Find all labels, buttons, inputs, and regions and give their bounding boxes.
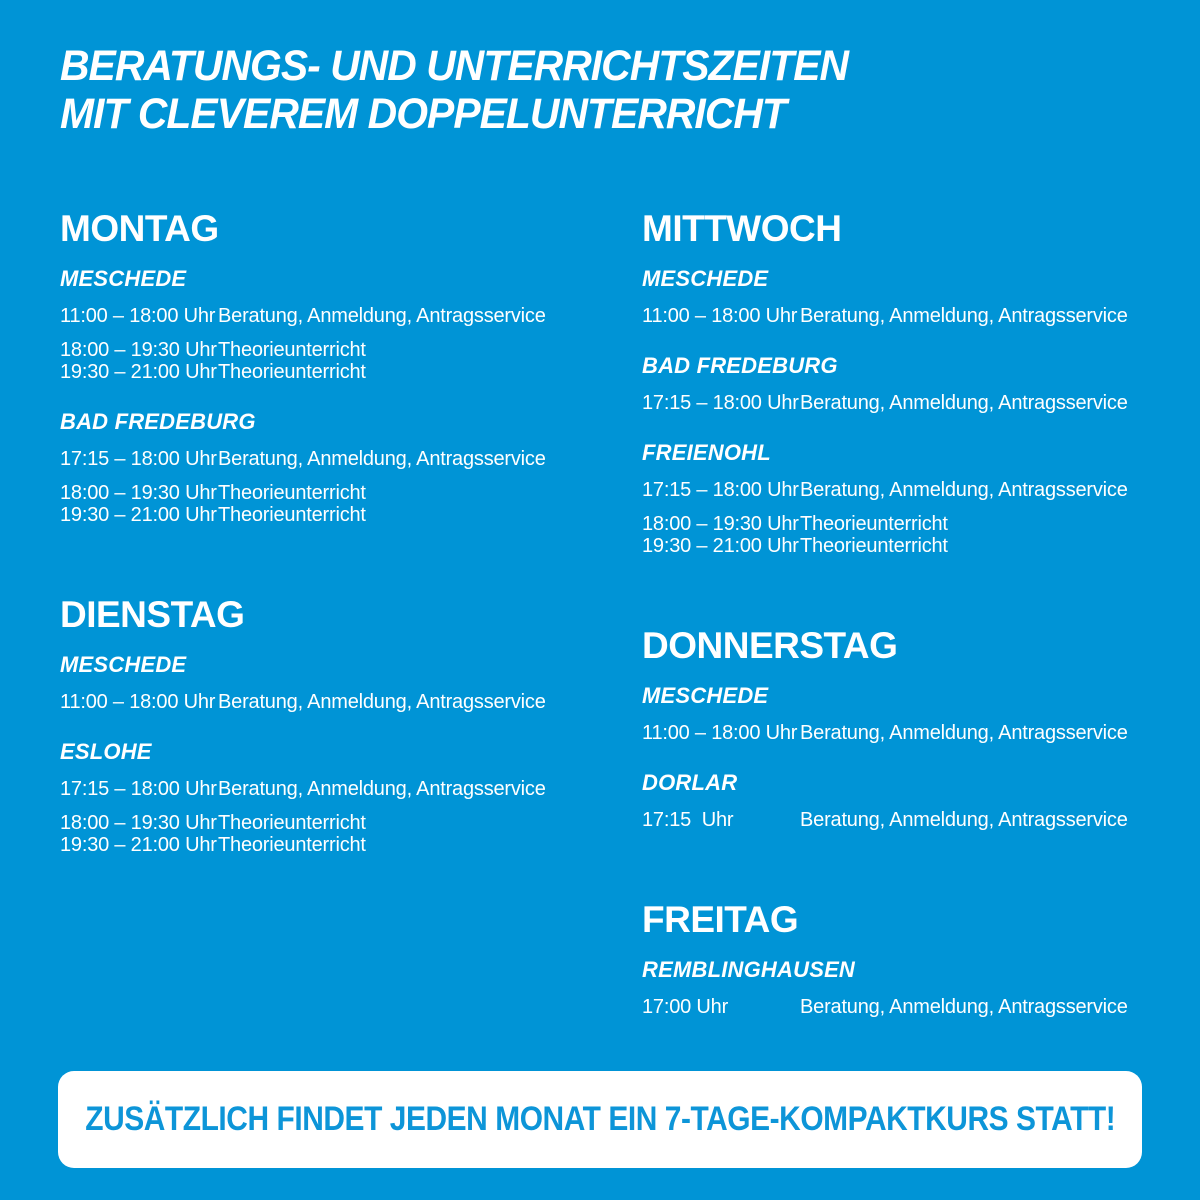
row-activity: Beratung, Anmeldung, Antragsservice (218, 305, 546, 327)
time-group (60, 691, 642, 713)
location-name: BAD FREDEBURG (60, 409, 256, 434)
row-time: 11:00 – 18:00 Uhr (60, 691, 216, 713)
row-time: 17:15 – 18:00 Uhr (642, 479, 799, 501)
schedule-row (60, 778, 642, 800)
row-time: 19:30 – 21:00 Uhr (60, 361, 217, 383)
schedule-row (60, 339, 642, 361)
location-block (642, 772, 1190, 831)
row-activity: Beratung, Anmeldung, Antragsservice (800, 479, 1128, 501)
row-time: 17:15 – 18:00 Uhr (642, 392, 799, 414)
row-time: 18:00 – 19:30 Uhr (60, 812, 217, 834)
schedule-row (60, 361, 642, 383)
time-group (60, 448, 642, 470)
time-group (60, 812, 642, 856)
schedule-column-left (60, 210, 642, 856)
row-time: 19:30 – 21:00 Uhr (60, 834, 217, 856)
schedule-row (60, 448, 642, 470)
row-time: 17:15 Uhr (642, 809, 734, 831)
day-heading: MONTAG (60, 208, 219, 249)
schedule-row (60, 691, 642, 713)
day-section-montag (60, 210, 642, 526)
row-activity: Beratung, Anmeldung, Antragsservice (800, 809, 1128, 831)
schedule-row (642, 996, 1190, 1018)
time-group (642, 996, 1190, 1018)
row-activity: Theorieunterricht (218, 339, 366, 361)
schedule-row (642, 535, 1190, 557)
schedule-row (60, 305, 642, 327)
time-group (60, 339, 642, 383)
location-block (642, 685, 1190, 744)
time-group (60, 778, 642, 800)
row-activity: Theorieunterricht (218, 834, 366, 856)
schedule-row (642, 479, 1190, 501)
row-time: 11:00 – 18:00 Uhr (642, 722, 798, 744)
schedule-row (642, 305, 1190, 327)
schedule-row (642, 722, 1190, 744)
location-name: BAD FREDEBURG (642, 353, 838, 378)
location-name: MESCHEDE (642, 683, 769, 708)
kompaktkurs-banner-text: ZUSÄTZLICH FINDET JEDEN MONAT EIN 7-TAGE-KOMPAKTKURS STATT! (84, 1100, 1116, 1138)
row-activity: Theorieunterricht (218, 812, 366, 834)
row-activity: Beratung, Anmeldung, Antragsservice (218, 691, 546, 713)
location-name: ESLOHE (60, 739, 152, 764)
location-block (642, 355, 1190, 414)
time-group (642, 513, 1190, 557)
row-time: 18:00 – 19:30 Uhr (642, 513, 799, 535)
row-time: 18:00 – 19:30 Uhr (60, 482, 217, 504)
row-activity: Theorieunterricht (218, 361, 366, 383)
location-name: MESCHEDE (60, 266, 187, 291)
row-time: 17:15 – 18:00 Uhr (60, 778, 217, 800)
row-activity: Theorieunterricht (218, 482, 366, 504)
row-time: 18:00 – 19:30 Uhr (60, 339, 217, 361)
schedule-row (60, 834, 642, 856)
row-time: 17:00 Uhr (642, 996, 729, 1018)
row-time: 19:30 – 21:00 Uhr (60, 504, 217, 526)
time-group (642, 305, 1190, 327)
day-heading: MITTWOCH (642, 208, 842, 249)
schedule-row (60, 812, 642, 834)
row-activity: Beratung, Anmeldung, Antragsservice (800, 996, 1128, 1018)
location-block (60, 654, 642, 713)
location-block (60, 411, 642, 526)
day-section-dienstag (60, 596, 642, 856)
row-time: 11:00 – 18:00 Uhr (642, 305, 798, 327)
location-name: REMBLINGHAUSEN (642, 957, 856, 982)
location-name: MESCHEDE (60, 652, 187, 677)
time-group (642, 809, 1190, 831)
day-section-donnerstag (642, 627, 1190, 831)
row-time: 17:15 – 18:00 Uhr (60, 448, 217, 470)
row-activity: Beratung, Anmeldung, Antragsservice (800, 722, 1128, 744)
schedule-columns (60, 210, 1190, 1018)
row-activity: Theorieunterricht (218, 504, 366, 526)
kompaktkurs-banner (58, 1071, 1142, 1168)
schedule-row (642, 513, 1190, 535)
row-time: 19:30 – 21:00 Uhr (642, 535, 799, 557)
row-activity: Beratung, Anmeldung, Antragsservice (800, 392, 1128, 414)
time-group (642, 392, 1190, 414)
row-activity: Theorieunterricht (800, 535, 948, 557)
location-block (60, 741, 642, 856)
row-activity: Beratung, Anmeldung, Antragsservice (218, 448, 546, 470)
page-title (60, 42, 848, 138)
row-activity: Beratung, Anmeldung, Antragsservice (800, 305, 1128, 327)
schedule-row (642, 392, 1190, 414)
day-heading: DIENSTAG (60, 594, 245, 635)
time-group (60, 305, 642, 327)
page-title-line1: BERATUNGS- UND UNTERRICHTSZEITEN (60, 42, 849, 90)
time-group (642, 722, 1190, 744)
day-section-freitag (642, 901, 1190, 1018)
schedule-row (60, 482, 642, 504)
schedule-column-right (642, 210, 1190, 1018)
row-time: 11:00 – 18:00 Uhr (60, 305, 216, 327)
location-name: MESCHEDE (642, 266, 769, 291)
row-activity: Beratung, Anmeldung, Antragsservice (218, 778, 546, 800)
day-section-mittwoch (642, 210, 1190, 557)
location-name: FREIENOHL (642, 440, 771, 465)
location-block (60, 268, 642, 383)
schedule-row (642, 809, 1190, 831)
time-group (60, 482, 642, 526)
time-group (642, 479, 1190, 501)
day-heading: DONNERSTAG (642, 625, 898, 666)
row-activity: Theorieunterricht (800, 513, 948, 535)
day-heading: FREITAG (642, 899, 799, 940)
location-name: DORLAR (642, 770, 738, 795)
page-title-line2: MIT CLEVEREM DOPPELUNTERRICHT (60, 90, 786, 138)
schedule-row (60, 504, 642, 526)
location-block (642, 959, 1190, 1018)
location-block (642, 442, 1190, 557)
location-block (642, 268, 1190, 327)
